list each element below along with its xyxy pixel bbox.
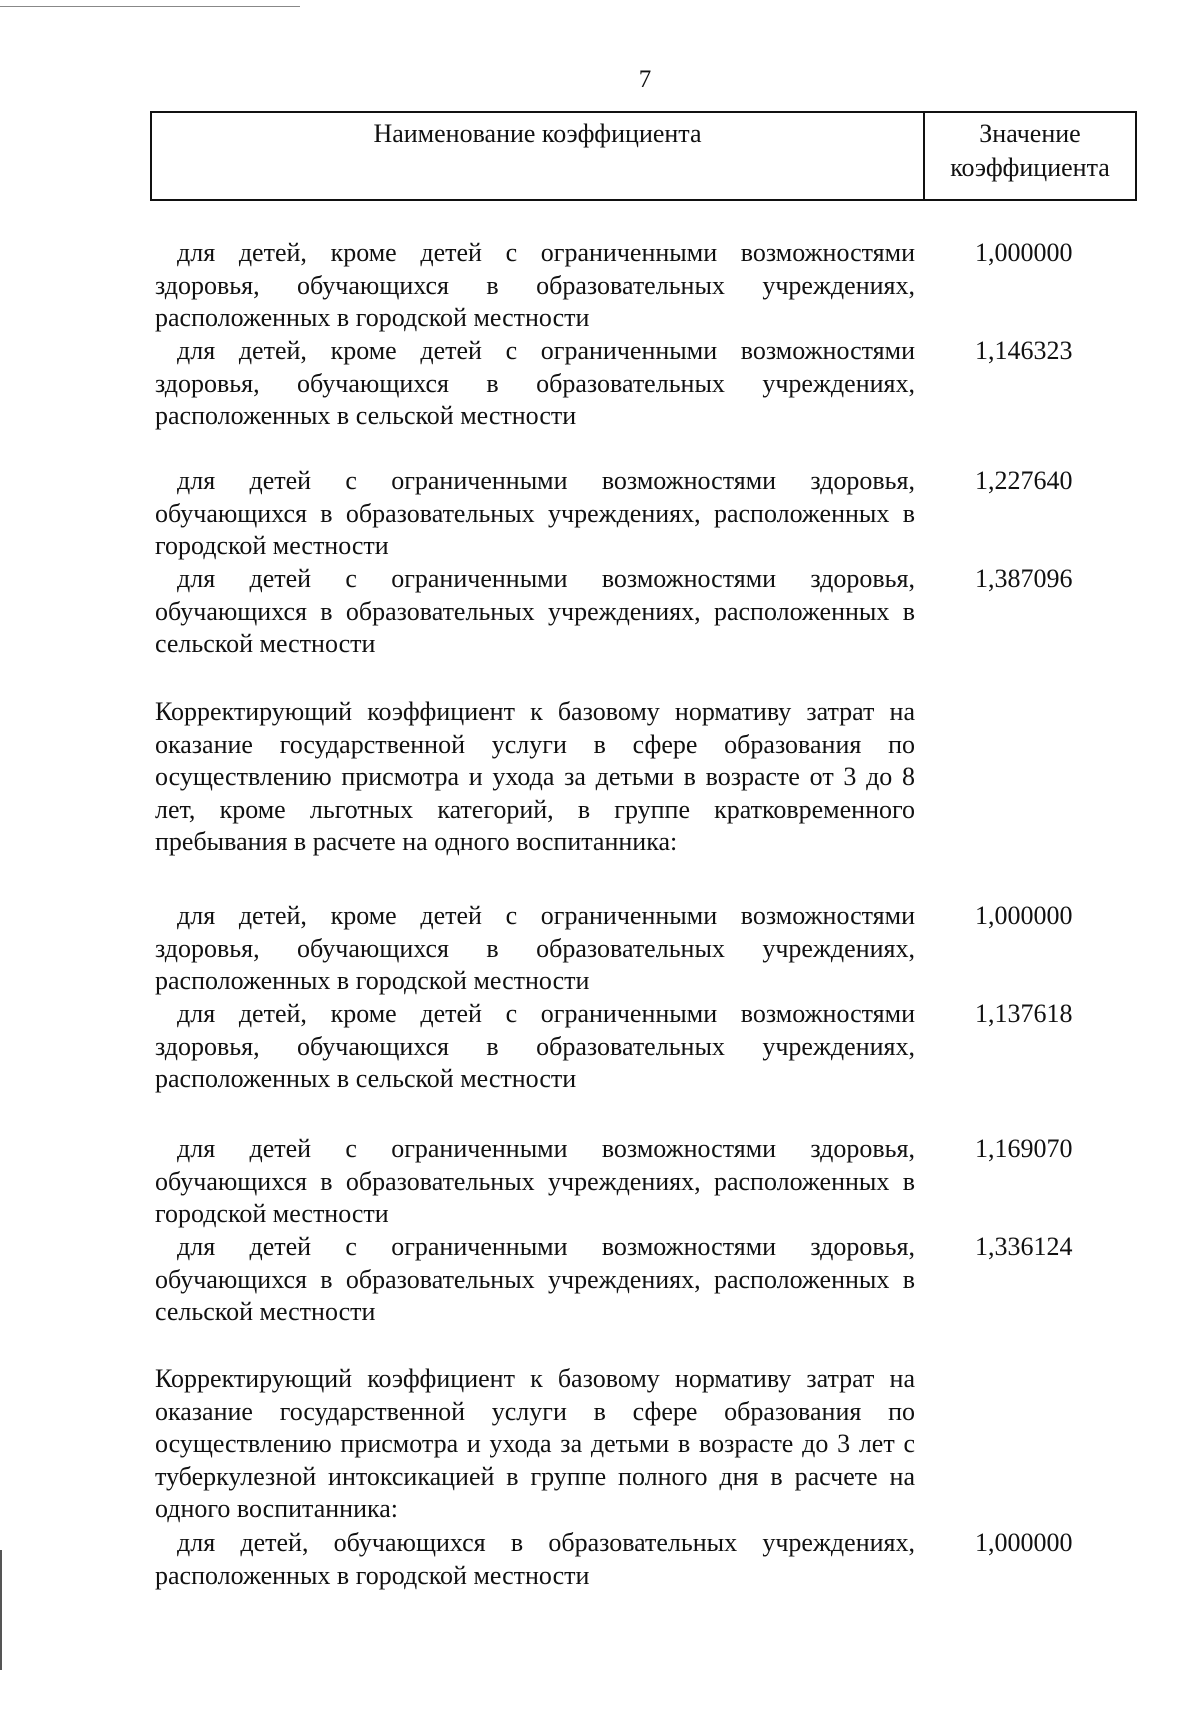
coefficient-value: 1,000000: [975, 901, 1073, 930]
coefficient-description: для детей, кроме детей с ограниченными возможностями здоровья, обучающихся в образовательных учреждениях, расположенных в городской местности: [155, 238, 915, 332]
coefficient-description: для детей с ограниченными возможностями здоровья, обучающихся в образовательных учреждениях, расположенных в городской местности: [155, 466, 915, 560]
coefficient-description: для детей, кроме детей с ограниченными возможностями здоровья, обучающихся в образовательных учреждениях, расположенных в сельской местности: [155, 999, 915, 1093]
coefficient-value-header: [925, 113, 1135, 199]
coefficient-description: для детей с ограниченными возможностями здоровья, обучающихся в образовательных учреждениях, расположенных в сельской местности: [155, 1232, 915, 1326]
coefficient-description: для детей, обучающихся в образовательных учреждениях, расположенных в городской местности: [155, 1528, 915, 1590]
coefficient-value: 1,169070: [975, 1134, 1073, 1163]
coefficient-name-header: Наименование коэффициента: [152, 113, 925, 199]
value-header-line2: коэффициента: [950, 153, 1110, 182]
scan-mark: [0, 6, 300, 7]
page-number: 7: [638, 66, 652, 93]
coefficient-value: 1,227640: [975, 466, 1073, 495]
coefficient-description: для детей с ограниченными возможностями здоровья, обучающихся в образовательных учреждениях, расположенных в городской местности: [155, 1134, 915, 1228]
coefficient-value: 1,137618: [975, 999, 1073, 1028]
coefficient-value: 1,336124: [975, 1232, 1073, 1261]
coefficient-description: для детей, кроме детей с ограниченными возможностями здоровья, обучающихся в образовательных учреждениях, расположенных в сельской местности: [155, 336, 915, 430]
coefficient-value: 1,387096: [975, 564, 1073, 593]
coefficient-description: для детей, кроме детей с ограниченными возможностями здоровья, обучающихся в образовательных учреждениях, расположенных в городской местности: [155, 901, 915, 995]
coefficient-description: для детей с ограниченными возможностями здоровья, обучающихся в образовательных учреждениях, расположенных в сельской местности: [155, 564, 915, 658]
section-heading: Корректирующий коэффициент к базовому нормативу затрат на оказание государственной услуги в сфере образования по осуществлению присмотра и ухода за детьми в возрасте от 3 до 8 лет, кроме льготных категорий, в группе кратковременного пребывания в расчете на одного воспитанника:: [155, 697, 915, 856]
scan-margin-line: [0, 1550, 2, 1670]
coefficient-value: 1,000000: [975, 238, 1073, 267]
section-heading: Корректирующий коэффициент к базовому нормативу затрат на оказание государственной услуги в сфере образования по осуществлению присмотра и ухода за детьми в возрасте до 3 лет с туберкулезной интоксикацией в группе полного дня в расчете на одного воспитанника:: [155, 1364, 915, 1523]
value-header-line1: Значение: [979, 119, 1081, 148]
coefficient-value: 1,146323: [975, 336, 1073, 365]
table-header: [150, 111, 1137, 201]
coefficient-value: 1,000000: [975, 1528, 1073, 1557]
